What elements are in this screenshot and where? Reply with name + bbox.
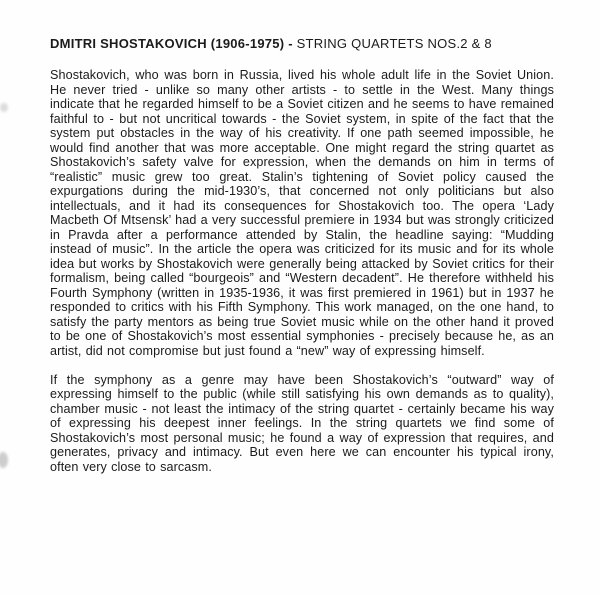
scan-artifact-speck xyxy=(0,452,8,468)
composer-title: DMITRI SHOSTAKOVICH (1906-1975) - xyxy=(50,36,297,51)
scan-artifact-speck xyxy=(0,103,8,112)
work-title: STRING QUARTETS NOS.2 & 8 xyxy=(296,36,492,51)
liner-notes xyxy=(50,68,554,474)
paragraph-1: Shostakovich, who was born in Russia, lived his whole adult life in the Soviet Union. He never tried - unlike so many other artists - to settle in the West. Many things indicate that he regarded himself to be a Soviet citizen and he seems to have remained faithful to - but not uncritical towards - the Soviet system, in spite of the fact that the system put obstacles in the way of his creativity. If one path seemed impossible, he would find another that was more acceptable. One might regard the string quartet as Shostakovich’s safety valve for expression, when the demands on him in terms of “realistic” music grew too great. Stalin’s tightening of Soviet policy caused the expurgations during the mid-1930’s, that concerned not only politicians but also intellectuals, and it had its consequences for Shostakovich too. The opera ‘Lady Macbeth Of Mtsensk’ had a very successful premiere in 1934 but was strongly criticized in Pravda after a performance attended by Stalin, the headline saying: “Mudding instead of music”. In the article the opera was criticized for its music and for its whole idea but works by Shostakovich were generally being attacked by Soviet critics for their formalism, being called “bourgeois” and “Western decadent”. He therefore withheld his Fourth Symphony (written in 1935-1936, it was first premiered in 1961) but in 1937 he responded to critics with his Fifth Symphony. This work managed, on the one hand, to satisfy the party mentors as being true Soviet music while on the other hand it proved to be one of Shostakovich’s most essential symphonies - precisely because he, as an artist, did not compromise but just found a “new” way of expressing himself. xyxy=(50,68,554,358)
page-content xyxy=(50,36,554,474)
paragraph-2: If the symphony as a genre may have been Shostakovich’s “outward” way of expressing himself to the public (while still satisfying his own demands as to quality), chamber music - not least the intimacy of the string quartet - certainly became his way of expressing his deepest inner feelings. In the string quartets we find some of Shostakovich’s most personal music; he found a way of expression that requires, and generates, privacy and intimacy. But even here we can encounter his typical irony, often very close to sarcasm. xyxy=(50,372,554,474)
page-title xyxy=(50,36,554,51)
